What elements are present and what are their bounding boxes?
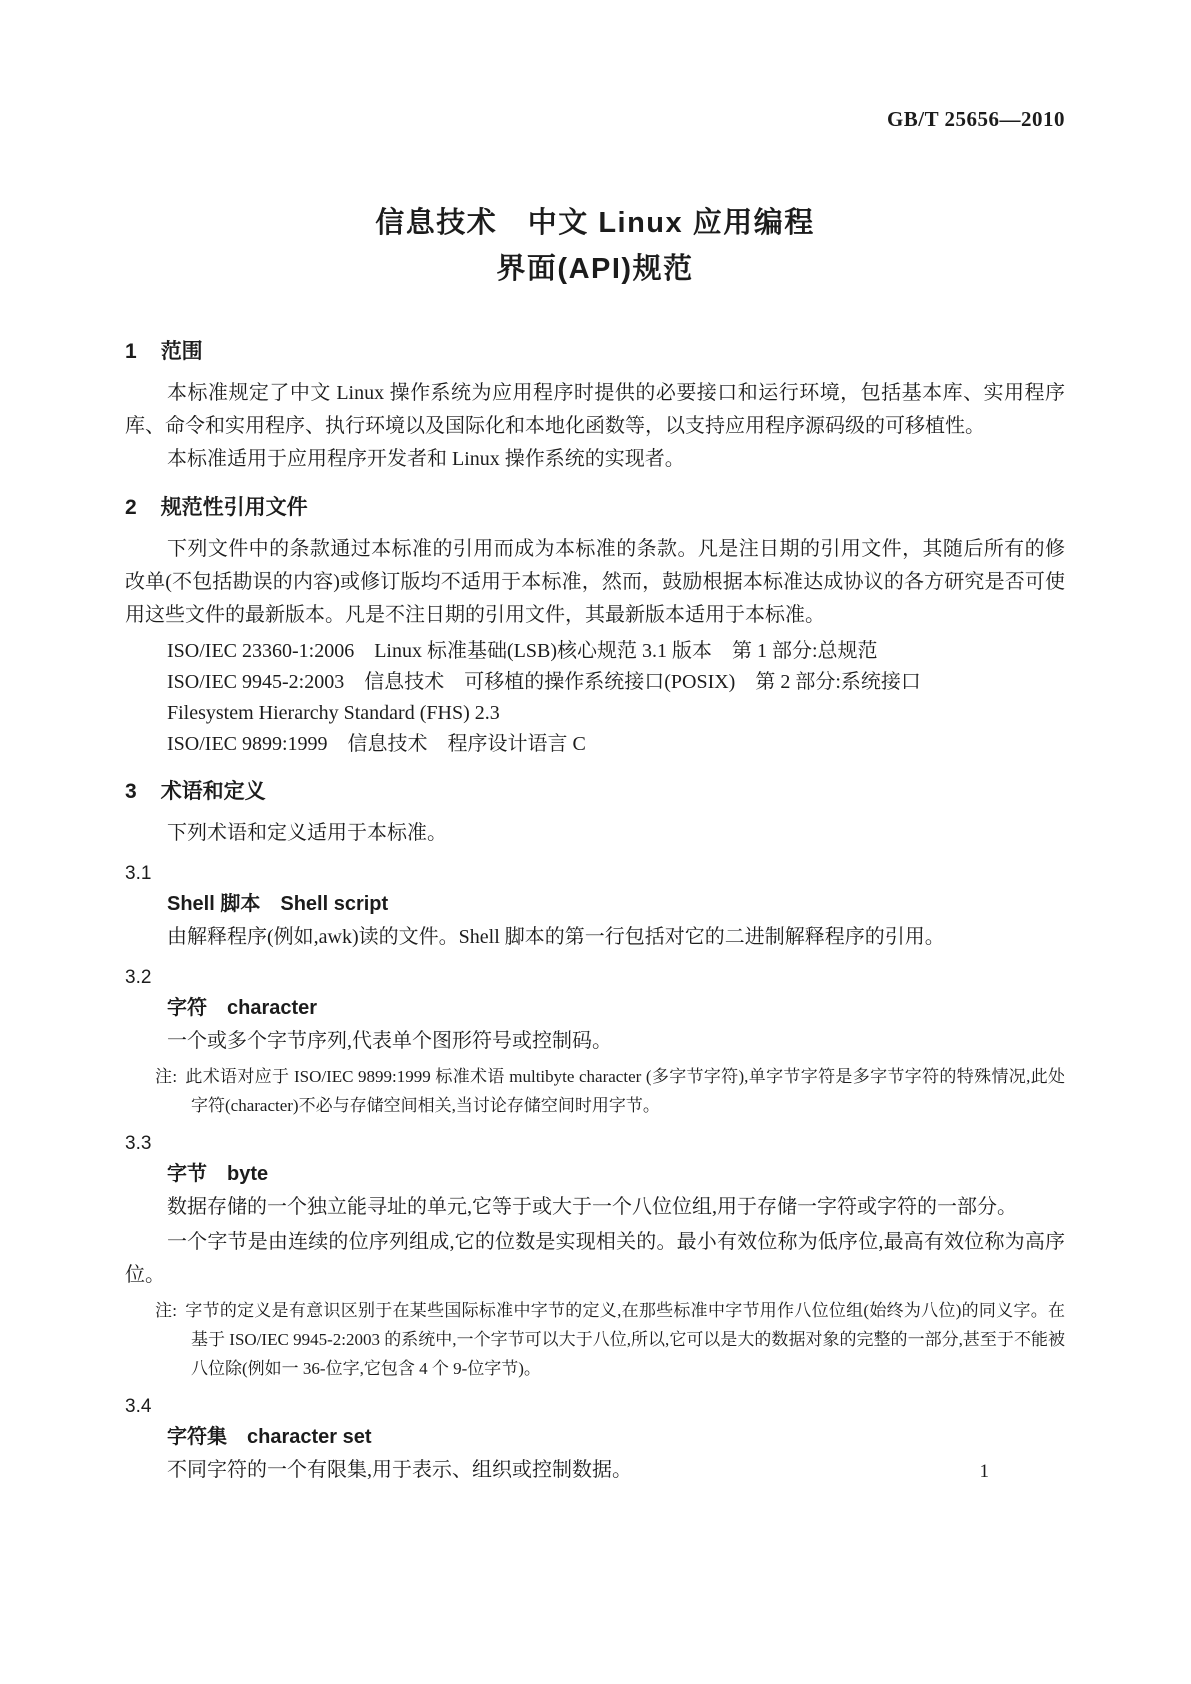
document-title — [125, 200, 1065, 292]
note-text: 此术语对应于 ISO/IEC 9899:1999 标准术语 multibyte character (多字节字符),单字节字符是多字节字符的特殊情况,此处字符(character)不必与存储空间相关,当讨论存储空间时用字节。 — [185, 1067, 1065, 1115]
section-heading-scope — [125, 338, 1065, 366]
term-note — [125, 1062, 1065, 1120]
term-definition: 一个字节是由连续的位序列组成,它的位数是实现相关的。最小有效位称为低序位,最高有效位称为高序位。 — [125, 1231, 1065, 1286]
section-number: 3 — [125, 780, 137, 803]
section-title: 术语和定义 — [160, 780, 266, 803]
section-heading-terms — [125, 778, 1065, 806]
note-label: 注: — [155, 1067, 178, 1086]
section-number: 2 — [125, 496, 137, 519]
section-number: 1 — [125, 340, 137, 363]
term-definition: 一个或多个字节序列,代表单个图形符号或控制码。 — [167, 1030, 612, 1052]
term-definition: 数据存储的一个独立能寻址的单元,它等于或大于一个八位位组,用于存储一字符或字符的一部分。 — [167, 1196, 1017, 1218]
term-definition: 不同字符的一个有限集,用于表示、组织或控制数据。 — [167, 1459, 632, 1481]
terms-intro: 下列术语和定义适用于本标准。 — [167, 822, 447, 844]
document-title-line1: 信息技术 中文 Linux 应用编程 — [375, 207, 815, 239]
note-text: 字节的定义是有意识区别于在某些国际标准中字节的定义,在那些标准中字节用作八位位组(始终为八位)的同义字。在基于 ISO/IEC 9945-2:2003 的系统中,一个字节可以大于八位,所以,它可以是大的数据对象的完整的一部分,甚至于不能被八位除(例如一 36-位字,它包含 4 个 9-位字节)。 — [185, 1301, 1065, 1378]
section-title: 范围 — [160, 340, 203, 363]
term-3-4 — [125, 1392, 1065, 1487]
term-number: 3.1 — [125, 863, 152, 884]
section-heading-normative-references — [125, 494, 1065, 522]
reference-list — [125, 636, 1065, 760]
document-title-line2: 界面(API)规范 — [496, 253, 694, 285]
term-3-3 — [125, 1129, 1065, 1383]
term-definition: 由解释程序(例如,awk)读的文件。Shell 脚本的第一行包括对它的二进制解释程序的引用。 — [167, 926, 945, 948]
doc-number: GB/T 25656—2010 — [886, 107, 1065, 131]
note-label: 注: — [155, 1301, 177, 1320]
section-normative-references — [125, 494, 1065, 760]
section-scope — [125, 338, 1065, 476]
term-number: 3.2 — [125, 967, 152, 988]
term-name: 字符 character — [167, 997, 318, 1019]
term-number: 3.4 — [125, 1396, 152, 1417]
reference-item: ISO/IEC 9945-2:2003 信息技术 可移植的操作系统接口(POSIX) 第 2 部分:系统接口 — [167, 671, 921, 693]
term-3-1 — [125, 859, 1065, 954]
section-terms-and-definitions — [125, 778, 1065, 1487]
paragraph: 本标准适用于应用程序开发者和 Linux 操作系统的实现者。 — [167, 448, 685, 470]
paragraph: 本标准规定了中文 Linux 操作系统为应用程序时提供的必要接口和运行环境，包括基本库、实用程序库、命令和实用程序、执行环境以及国际化和本地化函数等，以支持应用程序源码级的可移植性。 — [125, 382, 1065, 437]
reference-item: ISO/IEC 23360-1:2006 Linux 标准基础(LSB)核心规范 3.1 版本 第 1 部分:总规范 — [167, 640, 878, 662]
term-number: 3.3 — [125, 1133, 152, 1154]
reference-item: Filesystem Hierarchy Standard (FHS) 2.3 — [167, 702, 500, 724]
paragraph: 下列文件中的条款通过本标准的引用而成为本标准的条款。凡是注日期的引用文件，其随后所有的修改单(不包括勘误的内容)或修订版均不适用于本标准，然而，鼓励根据本标准达成协议的各方研究是否可使用这些文件的最新版本。凡是不注日期的引用文件，其最新版本适用于本标准。 — [125, 538, 1065, 626]
term-3-2 — [125, 963, 1065, 1120]
page-number: 1 — [979, 1461, 989, 1482]
reference-item: ISO/IEC 9899:1999 信息技术 程序设计语言 C — [167, 733, 586, 755]
term-name: 字节 byte — [167, 1163, 269, 1185]
term-note — [125, 1296, 1065, 1383]
term-name: 字符集 character set — [167, 1426, 372, 1448]
term-name: Shell 脚本 Shell script — [167, 893, 389, 915]
section-title: 规范性引用文件 — [160, 496, 308, 519]
